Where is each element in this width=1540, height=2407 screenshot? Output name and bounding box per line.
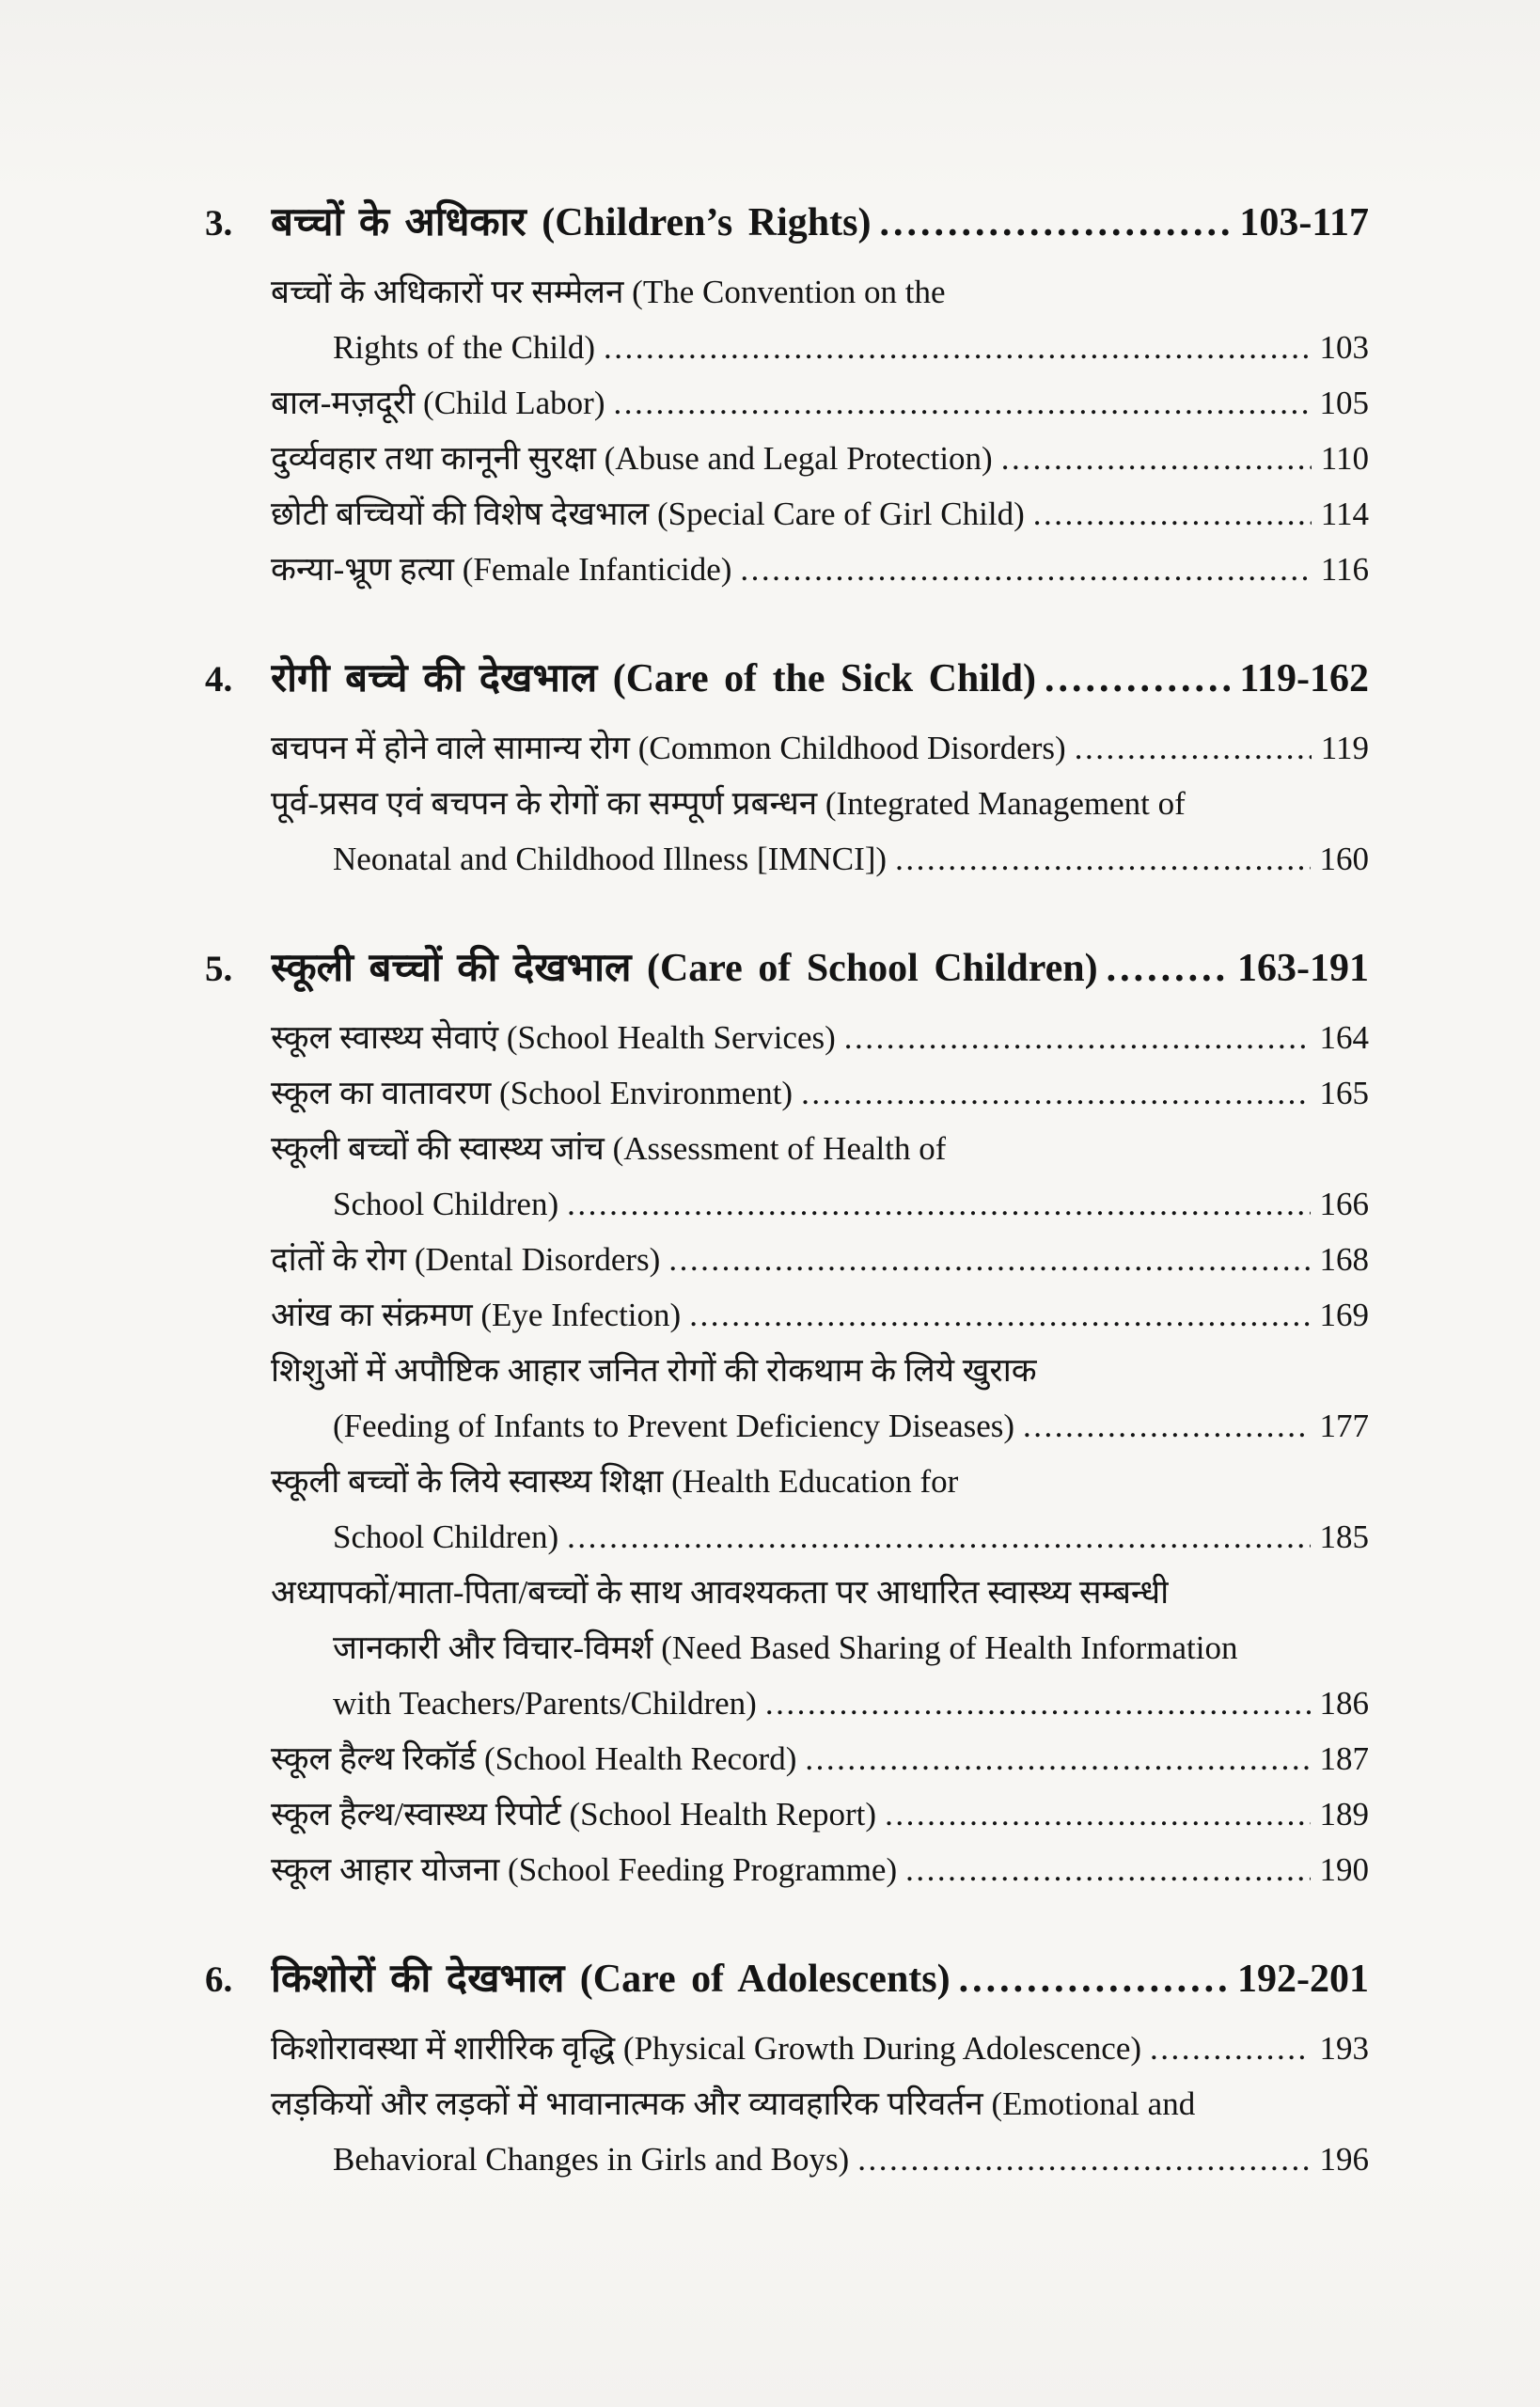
- entry-page: 116: [1320, 551, 1369, 588]
- entry-page: 193: [1319, 2030, 1369, 2067]
- dot-leader: [613, 375, 1310, 431]
- entry-text: स्कूल आहार योजना (School Feeding Programme): [271, 1851, 898, 1888]
- dot-leader: [1045, 648, 1230, 710]
- toc-entry-line: [333, 1509, 1369, 1565]
- section-pages: 103-117: [1239, 201, 1369, 244]
- entry-text: Behavioral Changes in Girls and Boys): [333, 2141, 850, 2178]
- entry-text: लड़कियों और लड़कों में भावानात्मक और व्यावहारिक परिवर्तन (Emotional and: [271, 2085, 1196, 2122]
- entry-text: अध्यापकों/माता-पिता/बच्चों के साथ आवश्यकता पर आधारित स्वास्थ्य सम्बन्धी: [271, 1574, 1170, 1611]
- toc-entry-line: [271, 542, 1369, 597]
- entry-text: बच्चों के अधिकारों पर सम्मेलन (The Convention on the: [271, 274, 946, 310]
- toc-entry-line: [271, 375, 1369, 431]
- entry-text: बचपन में होने वाले सामान्य रोग (Common Childhood Disorders): [271, 730, 1066, 766]
- entry-text: स्कूल का वातावरण (School Environment): [271, 1075, 794, 1111]
- toc-entry-line: [271, 1842, 1369, 1897]
- toc-entry-line: [271, 720, 1369, 776]
- toc-entry-line: [271, 2021, 1369, 2076]
- entry-page: 186: [1319, 1685, 1369, 1722]
- entry-page: 105: [1319, 385, 1369, 421]
- section-heading: [205, 648, 1369, 711]
- toc-entry-line: [333, 1620, 1369, 1675]
- section-heading: [205, 1948, 1369, 2011]
- entry-text: जानकारी और विचार-विमर्श (Need Based Sharing of Health Information: [333, 1629, 1238, 1666]
- toc-entry-line: [271, 1454, 1369, 1509]
- dot-leader: [1150, 2021, 1310, 2076]
- toc-entry-line: [333, 1675, 1369, 1731]
- toc-entry-line: [333, 320, 1369, 375]
- toc-entry-line: [333, 2132, 1369, 2187]
- entry-text: स्कूली बच्चों के लिये स्वास्थ्य शिक्षा (Health Education for: [271, 1463, 959, 1500]
- dot-leader: [805, 1731, 1310, 1786]
- entry-text: स्कूल हैल्थ/स्वास्थ्य रिपोर्ट (School Health Report): [271, 1796, 877, 1833]
- dot-leader: [895, 831, 1310, 887]
- section-pages: 119-162: [1239, 657, 1369, 700]
- section-number: 6.: [205, 1959, 233, 2000]
- entry-text: दुर्व्यवहार तथा कानूनी सुरक्षा (Abuse and Legal Protection): [271, 440, 993, 477]
- dot-leader: [567, 1176, 1310, 1232]
- dot-leader: [689, 1287, 1310, 1343]
- entry-text: School Children): [333, 1518, 559, 1555]
- toc-section: [205, 192, 1369, 597]
- toc-entry-line: [271, 1343, 1369, 1398]
- entry-text: स्कूल हैल्थ रिकॉर्ड (School Health Record): [271, 1740, 797, 1777]
- dot-leader: [1001, 431, 1312, 486]
- entry-text: शिशुओं में अपौष्टिक आहार जनित रोगों की रोकथाम के लिये खुराक: [271, 1352, 1037, 1389]
- toc: [205, 192, 1369, 2187]
- entry-page: 187: [1319, 1740, 1369, 1777]
- entry-page: 190: [1319, 1851, 1369, 1888]
- dot-leader: [604, 320, 1310, 375]
- section-number: 3.: [205, 203, 233, 244]
- dot-leader: [801, 1065, 1310, 1121]
- entry-page: 196: [1319, 2141, 1369, 2178]
- entry-text: कन्या-भ्रूण हत्या (Female Infanticide): [271, 551, 732, 588]
- dot-leader: [765, 1675, 1311, 1731]
- section-title: बच्चों के अधिकार (Children’s Rights): [271, 201, 872, 244]
- section-heading: [205, 937, 1369, 1000]
- entry-text: School Children): [333, 1186, 559, 1222]
- toc-section: [205, 648, 1369, 887]
- section-number: 5.: [205, 949, 233, 989]
- entry-text: स्कूली बच्चों की स्वास्थ्य जांच (Assessment of Health of: [271, 1130, 947, 1167]
- dot-leader: [740, 542, 1311, 597]
- entry-text: आंख का संक्रमण (Eye Infection): [271, 1297, 682, 1333]
- entry-page: 110: [1320, 440, 1369, 477]
- entry-text: Rights of the Child): [333, 329, 596, 366]
- entry-text: बाल-मज़दूरी (Child Labor): [271, 385, 605, 421]
- toc-entry-line: [271, 1121, 1369, 1176]
- dot-leader: [1023, 1398, 1310, 1454]
- section-title: रोगी बच्चे की देखभाल (Care of the Sick Child): [271, 657, 1036, 700]
- section-pages: 163-191: [1237, 947, 1369, 990]
- entry-page: 164: [1319, 1019, 1369, 1056]
- section-title: स्कूली बच्चों की देखभाल (Care of School Children): [271, 947, 1098, 990]
- toc-entry-line: [271, 1232, 1369, 1287]
- toc-entry-line: [271, 486, 1369, 542]
- toc-entry-line: [271, 1731, 1369, 1786]
- entry-page: 166: [1319, 1186, 1369, 1222]
- entry-text: स्कूल स्वास्थ्य सेवाएं (School Health Services): [271, 1019, 836, 1056]
- dot-leader: [885, 1786, 1310, 1842]
- dot-leader: [844, 1010, 1311, 1065]
- entry-page: 185: [1319, 1518, 1369, 1555]
- dot-leader: [1107, 937, 1228, 999]
- toc-section: [205, 937, 1369, 1897]
- toc-entry-line: [271, 1065, 1369, 1121]
- dot-leader: [857, 2132, 1310, 2187]
- entry-text: किशोरावस्था में शारीरिक वृद्धि (Physical Growth During Adolescence): [271, 2030, 1142, 2067]
- entry-page: 168: [1319, 1241, 1369, 1278]
- toc-entry-line: [333, 1176, 1369, 1232]
- toc-entry-line: [271, 776, 1369, 831]
- entry-text: छोटी बच्चियों की विशेष देखभाल (Special Care of Girl Child): [271, 496, 1025, 532]
- entry-text: दांतों के रोग (Dental Disorders): [271, 1241, 661, 1278]
- entry-page: 160: [1319, 841, 1369, 877]
- toc-entry-line: [271, 1565, 1369, 1620]
- dot-leader: [905, 1842, 1310, 1897]
- entry-page: 114: [1320, 496, 1369, 532]
- toc-entry-line: [333, 1398, 1369, 1454]
- section-number: 4.: [205, 659, 233, 700]
- section-heading: [205, 192, 1369, 255]
- toc-entry-line: [271, 1287, 1369, 1343]
- toc-entry-line: [271, 2076, 1369, 2132]
- entry-text: with Teachers/Parents/Children): [333, 1685, 757, 1722]
- entry-page: 119: [1320, 730, 1369, 766]
- section-pages: 192-201: [1237, 1958, 1369, 2001]
- entry-page: 169: [1319, 1297, 1369, 1333]
- toc-section: [205, 1948, 1369, 2187]
- dot-leader: [668, 1232, 1310, 1287]
- dot-leader: [1075, 720, 1312, 776]
- toc-entry-line: [333, 831, 1369, 887]
- toc-entry-line: [271, 264, 1369, 320]
- dot-leader: [959, 1948, 1228, 2010]
- section-title: किशोरों की देखभाल (Care of Adolescents): [271, 1958, 951, 2001]
- dot-leader: [1033, 486, 1312, 542]
- toc-entry-line: [271, 1010, 1369, 1065]
- dot-leader: [879, 192, 1230, 254]
- toc-entry-line: [271, 431, 1369, 486]
- entry-page: 177: [1319, 1408, 1369, 1444]
- toc-entry-line: [271, 1786, 1369, 1842]
- entry-page: 165: [1319, 1075, 1369, 1111]
- entry-text: (Feeding of Infants to Prevent Deficiency Diseases): [333, 1408, 1015, 1444]
- entry-text: Neonatal and Childhood Illness [IMNCI]): [333, 841, 888, 877]
- entry-page: 189: [1319, 1796, 1369, 1833]
- entry-page: 103: [1319, 329, 1369, 366]
- dot-leader: [567, 1509, 1310, 1565]
- entry-text: पूर्व-प्रसव एवं बचपन के रोगों का सम्पूर्ण प्रबन्धन (Integrated Management of: [271, 785, 1186, 822]
